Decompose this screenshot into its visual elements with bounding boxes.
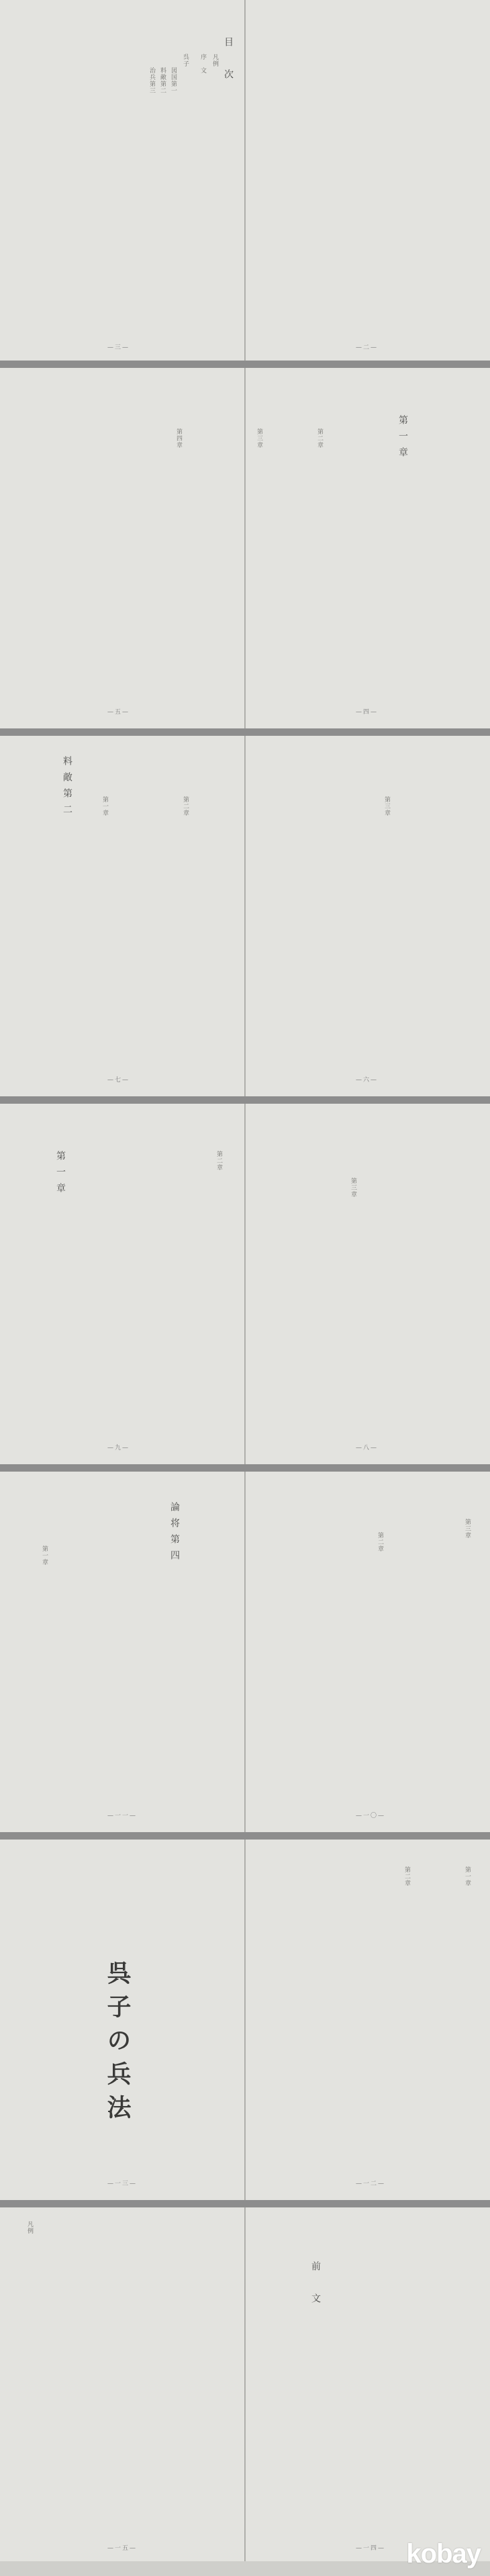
page-number-right: —一四— [356, 2545, 386, 2552]
page-number-right: —八— [356, 1445, 379, 1451]
left-page [0, 736, 244, 1096]
toc-heading: 目 次 [223, 37, 234, 85]
page-spread-1 [0, 0, 490, 361]
right-page [246, 1840, 490, 2200]
left-page [0, 1472, 244, 1832]
chapter-line: 第三章 [256, 428, 262, 448]
chapter-line: 第三章 [464, 1519, 471, 1539]
chapter-line: 第一章 [464, 1866, 471, 1887]
preface-heading: 前 文 [310, 2261, 321, 2309]
chapter-line: 第二章 [182, 796, 189, 816]
left-page [0, 2207, 244, 2561]
page-number-left: —一五— [107, 2545, 138, 2552]
page-number-left: —七— [107, 1077, 130, 1084]
page-number-left: —三— [107, 344, 130, 351]
page-spread-6 [0, 1840, 490, 2200]
page-number-right: —二— [356, 344, 379, 351]
page-spread-7 [0, 2207, 490, 2561]
left-page [0, 1104, 244, 1464]
chapter-line: 第一章 [41, 1545, 48, 1566]
chapter-line: 第二章 [215, 1151, 222, 1171]
right-page [246, 2207, 490, 2561]
page-number-left: —一一— [107, 1813, 138, 1819]
page-number-right: —六— [356, 1077, 379, 1084]
page-number-right: —一二— [356, 2181, 386, 2187]
right-page [246, 1104, 490, 1464]
chapter-line: 凡例 [26, 2221, 33, 2234]
chapter-heading: 論将第四 [169, 1502, 180, 1566]
chapter-line: 第二章 [403, 1866, 410, 1887]
toc-line: 治兵第三 [148, 67, 155, 94]
kobay-logo: kobay [406, 2539, 481, 2569]
toc-line: 序 文 [199, 54, 206, 74]
chapter-line: 第三章 [350, 1178, 356, 1198]
right-page [246, 0, 490, 361]
page-spread-2 [0, 368, 490, 728]
book-title: 呉子の兵法 [103, 1960, 132, 2128]
left-page [0, 0, 244, 361]
right-page [246, 736, 490, 1096]
right-page [246, 1472, 490, 1832]
toc-line: 図国第一 [170, 67, 177, 94]
right-page [246, 368, 490, 728]
toc-line: 凡例 [211, 54, 218, 67]
page-number-left: —一三— [107, 2181, 138, 2187]
chapter-line: 第二章 [377, 1532, 383, 1552]
chapter-heading: 第一章 [397, 415, 408, 463]
page-spread-5 [0, 1472, 490, 1832]
page-number-right: —一〇— [356, 1813, 386, 1819]
page-number-left: —五— [107, 709, 130, 716]
page-spread-4 [0, 1104, 490, 1464]
toc-line: 料敵第二 [159, 67, 166, 94]
page-spread-3 [0, 736, 490, 1096]
left-page [0, 368, 244, 728]
page-number-left: —九— [107, 1445, 130, 1451]
toc-line: 呉子 [182, 54, 189, 67]
chapter-line: 第一章 [101, 796, 108, 816]
chapter-heading: 第一章 [55, 1151, 66, 1199]
chapter-line: 第二章 [316, 428, 323, 448]
chapter-line: 第四章 [175, 428, 182, 448]
chapter-heading: 料敵第二 [62, 756, 72, 820]
chapter-line: 第三章 [383, 796, 390, 816]
page-number-right: —四— [356, 709, 379, 716]
